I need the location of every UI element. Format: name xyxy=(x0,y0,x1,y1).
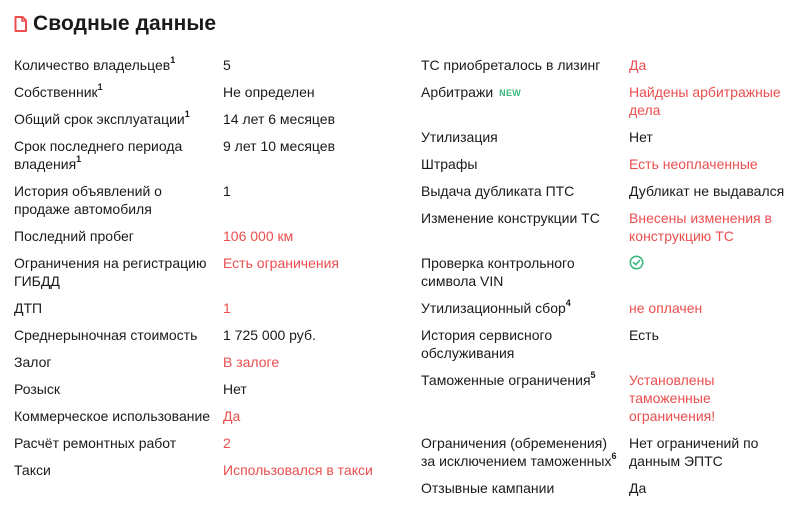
check-circle-icon xyxy=(629,255,644,270)
row-label: Собственник$^1$ xyxy=(14,82,103,100)
summary-row xyxy=(14,56,384,74)
row-label: Выдача дубликата ПТС xyxy=(421,183,575,199)
summary-row xyxy=(421,254,791,290)
row-label: ТС приобреталось в лизинг xyxy=(421,57,601,73)
summary-row xyxy=(14,110,384,128)
row-label: Штрафы xyxy=(421,156,478,172)
row-label: Таможенные ограничения$^5$ xyxy=(421,370,596,388)
row-value: 2 xyxy=(223,435,231,451)
row-value: 106 000 км xyxy=(223,228,294,244)
summary-row xyxy=(14,254,384,290)
row-label: История объявлений о продаже автомобиля xyxy=(14,183,162,217)
summary-row xyxy=(14,299,384,317)
row-label: Залог xyxy=(14,354,52,370)
row-value: Не определен xyxy=(223,84,315,100)
row-value: Дубликат не выдавался xyxy=(629,183,785,199)
row-value: Использовался в такси xyxy=(223,462,373,478)
row-value: В залоге xyxy=(223,354,280,370)
row-label: Общий срок эксплуатации$^1$ xyxy=(14,109,190,127)
row-value: Да xyxy=(629,57,647,73)
row-value: 1 xyxy=(223,183,231,199)
row-label: Ограничения (обременения) за исключением таможенных$^6$ xyxy=(421,435,617,469)
summary-row xyxy=(421,371,791,425)
summary-row xyxy=(421,83,791,119)
summary-row xyxy=(421,479,791,497)
row-label: Отзывные кампании xyxy=(421,480,555,496)
row-label: ДТП xyxy=(14,300,43,316)
row-value: Внесены изменения в конструкцию ТС xyxy=(629,210,772,244)
row-value: Нет xyxy=(629,129,653,145)
row-value: Есть xyxy=(629,327,659,343)
summary-row xyxy=(421,155,791,173)
row-value: 5 xyxy=(223,57,231,73)
row-label: История сервисного обслуживания xyxy=(421,327,553,361)
row-label: Арбитражи NEW xyxy=(421,84,522,100)
row-value: Установлены таможенные ограничения! xyxy=(629,372,716,424)
row-label: Срок последнего периода владения$^1$ xyxy=(14,138,183,172)
summary-row xyxy=(14,461,384,479)
row-value: Нет ограничений по данным ЭПТС xyxy=(629,435,759,469)
summary-left-column xyxy=(14,56,384,479)
row-label: Среднерыночная стоимость xyxy=(14,327,198,343)
summary-row xyxy=(421,299,791,317)
row-value: 9 лет 10 месяцев xyxy=(223,138,336,154)
row-value: Есть ограничения xyxy=(223,255,340,271)
summary-row xyxy=(14,380,384,398)
summary-row xyxy=(14,434,384,452)
row-value: 1 725 000 руб. xyxy=(223,327,316,343)
new-badge: NEW xyxy=(499,88,522,98)
summary-row xyxy=(421,56,791,74)
row-label: Утилизационный сбор$^4$ xyxy=(421,298,571,316)
summary-row xyxy=(14,182,384,218)
row-value: Да xyxy=(629,480,647,496)
summary-row xyxy=(14,83,384,101)
summary-row xyxy=(421,182,791,200)
row-label: Количество владельцев$^1$ xyxy=(14,55,176,73)
row-label: Ограничения на регистрацию ГИБДД xyxy=(14,255,207,289)
document-icon xyxy=(14,16,27,32)
row-value: Да xyxy=(223,408,241,424)
row-value: Есть неоплаченные xyxy=(629,156,758,172)
row-label: Такси xyxy=(14,462,51,478)
summary-row xyxy=(14,407,384,425)
summary-header xyxy=(14,12,216,36)
row-label: Проверка контрольного символа VIN xyxy=(421,255,575,289)
summary-row xyxy=(14,227,384,245)
row-label: Розыск xyxy=(14,381,60,397)
summary-row xyxy=(421,209,791,245)
summary-row xyxy=(14,137,384,173)
row-value: Нет xyxy=(223,381,247,397)
row-value: Найдены арбитражные дела xyxy=(629,84,781,118)
row-value xyxy=(629,254,791,290)
row-value: 14 лет 6 месяцев xyxy=(223,111,336,127)
row-label: Коммерческое использование xyxy=(14,408,211,424)
summary-row xyxy=(421,326,791,362)
summary-row xyxy=(421,434,791,470)
row-label: Последний пробег xyxy=(14,228,134,244)
summary-right-column xyxy=(421,56,791,497)
summary-row xyxy=(421,128,791,146)
row-value: 1 xyxy=(223,300,231,316)
summary-row xyxy=(14,353,384,371)
row-label: Расчёт ремонтных работ xyxy=(14,435,177,451)
row-value: не оплачен xyxy=(629,300,703,316)
summary-row xyxy=(14,326,384,344)
row-label: Изменение конструкции ТС xyxy=(421,210,600,226)
row-label: Утилизация xyxy=(421,129,498,145)
page-title: Сводные данные xyxy=(33,12,217,35)
